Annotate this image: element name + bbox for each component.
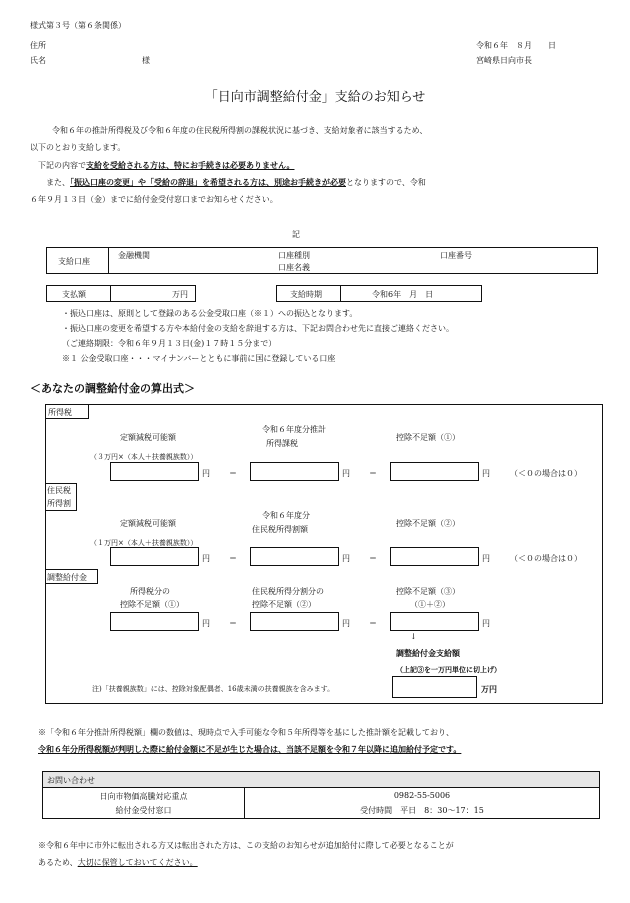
adjust-col1b: 控除不足額（①） bbox=[120, 600, 184, 609]
contact-header-bg bbox=[43, 772, 599, 787]
contact-hours: 受付時間 平日 8：30〜17：15 bbox=[360, 806, 484, 815]
timing-label: 支給時期 bbox=[290, 290, 322, 299]
yen-7: 円 bbox=[202, 619, 210, 628]
contact-header: お問い合わせ bbox=[47, 776, 95, 785]
equals-4: ＝ bbox=[369, 554, 377, 563]
resident-tax-col2a: 令和６年度分 bbox=[262, 511, 310, 520]
resident-tax-col1-sub: （１万円×（本人＋扶養親族数）） bbox=[90, 539, 198, 547]
yen-1: 円 bbox=[202, 469, 210, 478]
down-arrow-icon: ↓ bbox=[410, 632, 417, 641]
issuer: 宮崎県日向市長 bbox=[476, 56, 532, 65]
income-tax-col3: 控除不足額（①） bbox=[396, 433, 460, 442]
adjust-result-input[interactable] bbox=[392, 676, 477, 698]
adjust-col2b: 控除不足額（②） bbox=[252, 600, 316, 609]
estimate-note-2: 令和６年分所得税額が判明した際に給付金額に不足が生じた場合は、当該不足額を令和７年以降に追加給付予定です。 bbox=[38, 744, 462, 754]
intro-p3-bold: 「振込口座の変更」や「受給の辞退」を希望される方は、別途お手続きが必要 bbox=[70, 177, 346, 187]
note-2: ・振込口座の変更を希望する方や本給付金の支給を辞退する方は、下記お問合わせ先に直接ご連絡ください。 bbox=[62, 324, 454, 333]
amount-label: 支払額 bbox=[62, 290, 86, 299]
final-note-2-pre: あるため、 bbox=[38, 858, 78, 867]
timing-value: 令和6年 月 日 bbox=[372, 290, 434, 299]
adjust-result-label: 調整給付金支給額 bbox=[396, 648, 460, 658]
timing-divider bbox=[340, 285, 341, 302]
intro-p2-bold: 支給を受給される方は、特にお手続きは必要ありません。 bbox=[86, 160, 295, 170]
resident-tax-col3: 控除不足額（②） bbox=[396, 519, 460, 528]
amount-divider bbox=[110, 285, 111, 302]
resident-tax-label-2: 所得割 bbox=[47, 499, 71, 508]
adjust-col3a: 控除不足額（③） bbox=[396, 587, 460, 596]
contact-phone[interactable]: 0982-55-5006 bbox=[393, 791, 451, 800]
intro-p2 bbox=[38, 160, 294, 171]
intro-p3b: ６年９月１３日（金）までに給付金受付窓口までお知らせください。 bbox=[30, 195, 278, 204]
contact-org-2: 給付金受付窓口 bbox=[115, 806, 172, 815]
adjust-input-3[interactable] bbox=[390, 612, 479, 631]
honorific: 様 bbox=[142, 56, 150, 65]
final-note-2 bbox=[38, 857, 198, 868]
income-tax-input-2[interactable] bbox=[250, 462, 339, 481]
yen-9: 円 bbox=[482, 619, 490, 628]
yen-8: 円 bbox=[342, 619, 350, 628]
ki-heading: 記 bbox=[292, 230, 300, 239]
page-title: 「日向市調整給付金」支給のお知らせ bbox=[204, 90, 426, 105]
adjust-col1a: 所得税分の bbox=[130, 587, 170, 596]
resident-tax-col2b: 住民税所得割額 bbox=[252, 525, 308, 534]
yen-6: 円 bbox=[482, 554, 490, 563]
address-label: 住所 bbox=[30, 41, 46, 50]
calc-heading: ＜あなたの調整給付金の算出式＞ bbox=[30, 382, 195, 395]
adjust-input-2[interactable] bbox=[250, 612, 339, 631]
adjust-col3b: （①＋②） bbox=[410, 600, 450, 609]
account-type-label: 口座種別 bbox=[278, 251, 310, 260]
adjust-label: 調整給付金 bbox=[47, 573, 87, 582]
intro-p1b: 以下のとおり支給します。 bbox=[30, 143, 126, 152]
name-label: 氏名 bbox=[30, 56, 46, 65]
amount-unit: 万円 bbox=[172, 290, 188, 299]
yen-2: 円 bbox=[342, 469, 350, 478]
income-tax-col2a: 令和６年度分推計 bbox=[262, 425, 326, 434]
income-tax-col1-sub: （３万円×（本人＋扶養親族数）） bbox=[90, 453, 198, 461]
dependents-footnote: 注)「扶養親族数」には、控除対象配偶者、16歳未満の扶養親族を含みます。 bbox=[92, 685, 335, 693]
resident-tax-input-3[interactable] bbox=[390, 547, 479, 566]
account-divider bbox=[108, 247, 109, 274]
adjust-result-sub: （上記③を一万円単位に切上げ） bbox=[396, 665, 501, 674]
bank-label: 金融機関 bbox=[118, 251, 150, 260]
income-tax-input-1[interactable] bbox=[110, 462, 199, 481]
equals-2: ＝ bbox=[369, 469, 377, 478]
equals-5: ＝ bbox=[229, 619, 237, 628]
resident-tax-input-1[interactable] bbox=[110, 547, 199, 566]
note-1: ・振込口座は、原則として登録のある公金受取口座（※１）への振込となります。 bbox=[62, 309, 358, 318]
intro-p3-pre: また、 bbox=[46, 178, 70, 187]
resident-tax-label-1: 住民税 bbox=[47, 486, 71, 495]
equals-3: ＝ bbox=[229, 554, 237, 563]
note-4: ※１ 公金受取口座・・・マイナンバーとともに事前に国に登録している口座 bbox=[62, 354, 336, 363]
account-label: 支給口座 bbox=[58, 257, 90, 266]
contact-header-divider bbox=[42, 787, 600, 788]
resident-tax-input-2[interactable] bbox=[250, 547, 339, 566]
final-note-1: ※令和６年中に市外に転出される方又は転出された方は、この支給のお知らせが追加給付に際して必要となることが bbox=[38, 841, 454, 850]
final-note-2-underlined: 大切に保管しておいてください。 bbox=[77, 858, 198, 867]
resident-tax-col1: 定額減税可能額 bbox=[120, 519, 176, 528]
note-3: （ご連絡期限：令和６年９月１３日(金)１７時１５分まで） bbox=[62, 339, 277, 348]
yen-3: 円 bbox=[482, 469, 490, 478]
contact-org-1: 日向市物価高騰対応重点 bbox=[99, 792, 188, 801]
yen-5: 円 bbox=[342, 554, 350, 563]
form-number: 様式第３号（第６条関係） bbox=[30, 21, 126, 30]
account-number-label: 口座番号 bbox=[440, 251, 472, 260]
estimate-note-1: ※「令和６年分推計所得税額」欄の数値は、現時点で入手可能な令和５年所得等を基にした推計額を記載しており、 bbox=[38, 728, 454, 737]
intro-p3 bbox=[46, 177, 426, 188]
income-tax-label: 所得税 bbox=[48, 408, 72, 417]
intro-p3-post: となりますので、令和 bbox=[346, 178, 426, 187]
intro-p2-pre: 下記の内容で bbox=[38, 161, 86, 170]
income-tax-col1: 定額減税可能額 bbox=[120, 433, 176, 442]
equals-6: ＝ bbox=[369, 619, 377, 628]
intro-p1: 令和６年の推計所得税及び令和６年度の住民税所得割の課税状況に基づき、支給対象者に該当するため、 bbox=[52, 126, 428, 135]
income-tax-input-3[interactable] bbox=[390, 462, 479, 481]
income-tax-col2b: 所得課税 bbox=[266, 439, 298, 448]
income-tax-condition: （＜０の場合は０） bbox=[510, 469, 582, 478]
equals-1: ＝ bbox=[229, 469, 237, 478]
adjust-col2a: 住民税所得分割分の bbox=[252, 587, 324, 596]
adjust-input-1[interactable] bbox=[110, 612, 199, 631]
account-holder-label: 口座名義 bbox=[278, 263, 310, 272]
issue-date: 令和６年 ８月 日 bbox=[476, 41, 556, 50]
yen-4: 円 bbox=[202, 554, 210, 563]
man-yen-unit: 万円 bbox=[481, 684, 497, 694]
resident-tax-condition: （＜０の場合は０） bbox=[510, 554, 582, 563]
